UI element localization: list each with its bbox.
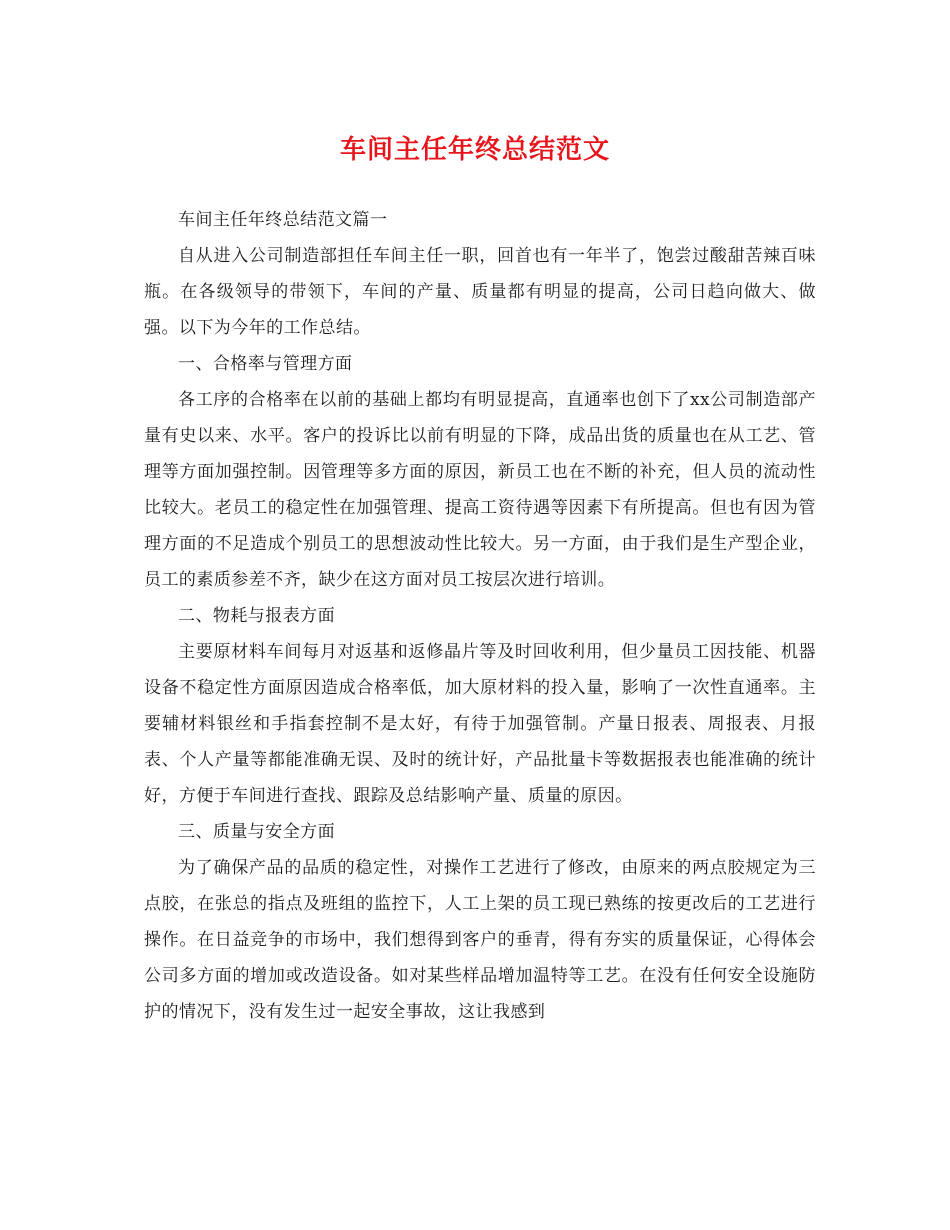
section-heading: 车间主任年终总结范文篇一 (178, 210, 388, 230)
section-heading: 二、物耗与报表方面 (178, 606, 336, 626)
document-title: 车间主任年终总结范文 (339, 135, 610, 165)
paragraph: 主要原材料车间每月对返基和返修晶片等及时回收利用，但少量员工因技能、机器设备不稳定性方面原因造成合格率低，加大原材料的投入量，影响了一次性直通率。主要辅材料银丝和手指套控制不是太好，有待于加强管制。产量日报表、周报表、月报表、个人产量等都能准确无误、及时的统计好，产品批量卡等数据报表也能准确的统计好，方便于车间进行查找、跟踪及总结影响产量、质量的原因。 (144, 642, 816, 806)
section-heading: 三、质量与安全方面 (178, 822, 336, 842)
paragraph: 自从进入公司制造部担任车间主任一职，回首也有一年半了，饱尝过酸甜苦辣百味瓶。在各级领导的带领下，车间的产量、质量都有明显的提高，公司日趋向做大、做强。以下为今年的工作总结。 (144, 246, 816, 338)
paragraph: 各工序的合格率在以前的基础上都均有明显提高，直通率也创下了xx公司制造部产量有史以来、水平。客户的投诉比以前有明显的下降，成品出货的质量也在从工艺、管理等方面加强控制。因管理等多方面的原因，新员工也在不断的补充，但人员的流动性比较大。老员工的稳定性在加强管理、提高工资待遇等因素下有所提高。但也有因为管理方面的不足造成个别员工的思想波动性比较大。另一方面，由于我们是生产型企业，员工的素质参差不齐，缺少在这方面对员工按层次进行培训。 (144, 390, 816, 590)
document-body (144, 202, 816, 1030)
paragraph: 为了确保产品的品质的稳定性，对操作工艺进行了修改，由原来的两点胶规定为三点胶，在张总的指点及班组的监控下，人工上架的员工现已熟练的按更改后的工艺进行操作。在日益竞争的市场中，我们想得到客户的垂青，得有夯实的质量保证，心得体会公司多方面的增加或改造设备。如对某些样品增加温特等工艺。在没有任何安全设施防护的情况下，没有发生过一起安全事故，这让我感到 (144, 858, 816, 1022)
section-heading: 一、合格率与管理方面 (178, 354, 353, 374)
